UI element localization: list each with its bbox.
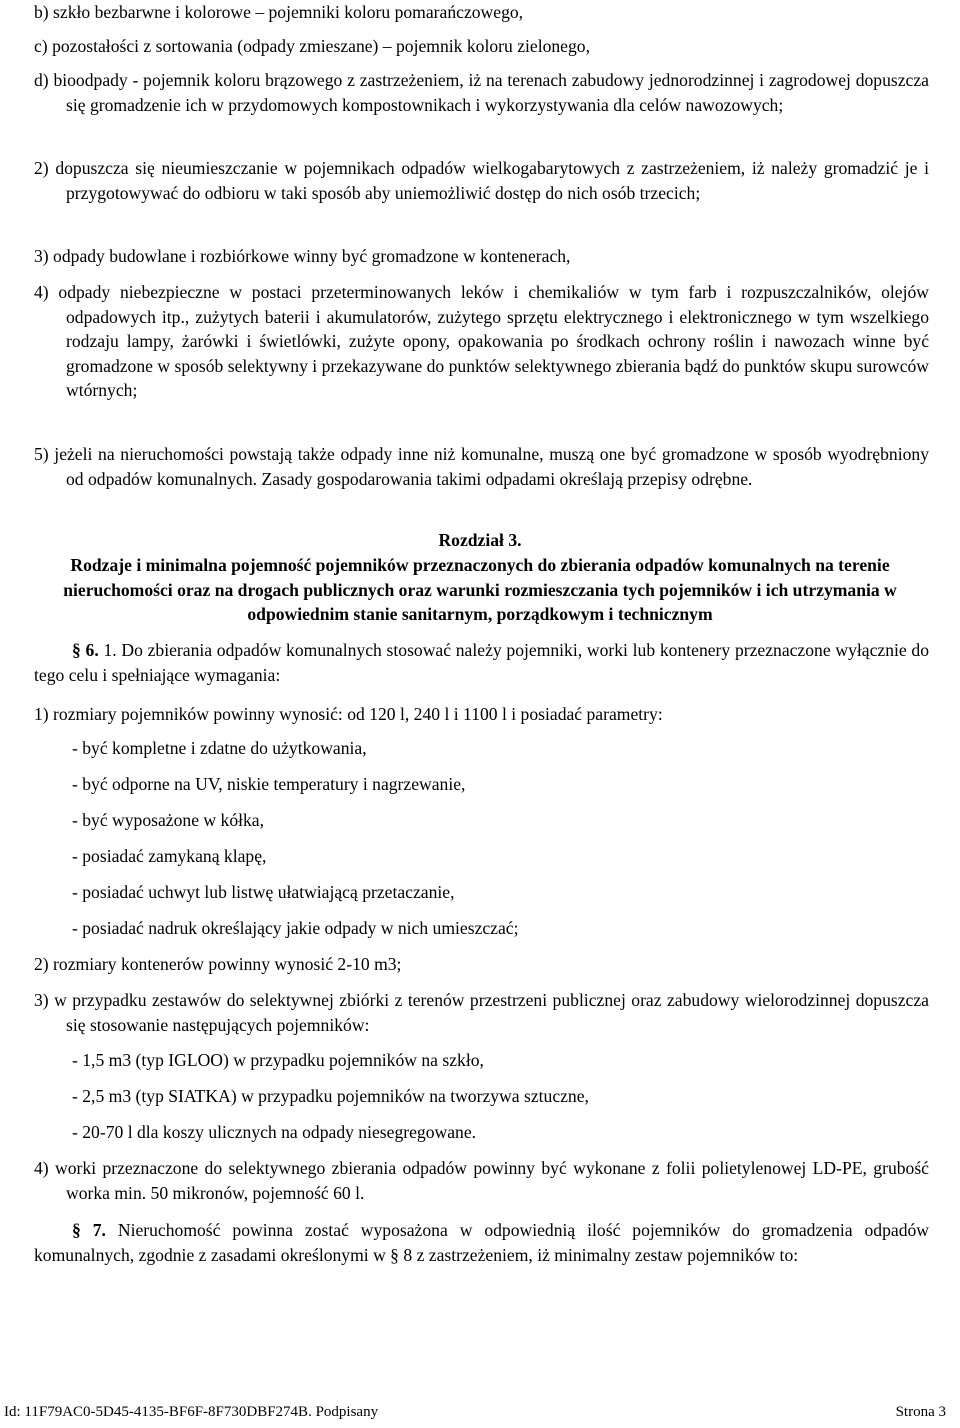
list-item-3: 3) odpady budowlane i rozbiórkowe winny być gromadzone w kontenerach, <box>34 246 571 266</box>
section-6-marker: § 6. <box>72 640 99 660</box>
section-6-point-3: 3) w przypadku zestawów do selektywnej zbiórki z terenów przestrzeni publicznej oraz zabudowy wielorodzinnej dopuszcza się stosowanie następujących pojemników: <box>34 990 929 1035</box>
point-1-dash-item: - być kompletne i zdatne do użytkowania, <box>72 738 367 758</box>
chapter-title: Rodzaje i minimalna pojemność pojemników przeznaczonych do zbierania odpadów komunalnych na terenie nieruchomości oraz na drogach publicznych oraz warunki rozmieszczania tych pojemników i ich utrzymania w odpowiednim stanie sanitarnym, porządkowym i technicznym <box>63 555 897 624</box>
section-6-paragraph <box>34 638 929 687</box>
point-3-dash-item: - 1,5 m3 (typ IGLOO) w przypadku pojemników na szkło, <box>72 1050 484 1070</box>
section-6-text: 1. Do zbierania odpadów komunalnych stosować należy pojemniki, worki lub kontenery przeznaczone wyłącznie do tego celu i spełniające wymagania: <box>34 640 930 685</box>
section-6-point-1: 1) rozmiary pojemników powinny wynosić: od 120 l, 240 l i 1100 l i posiadać parametry: <box>34 704 663 724</box>
document-id: Id: 11F79AC0-5D45-4135-BF6F-8F730DBF274B. Podpisany <box>4 1404 379 1420</box>
list-item-c: c) pozostałości z sortowania (odpady zmieszane) – pojemnik koloru zielonego, <box>34 36 590 56</box>
point-1-dash-item: - posiadać nadruk określający jakie odpady w nich umieszczać; <box>72 918 519 938</box>
section-6-point-2: 2) rozmiary kontenerów powinny wynosić 2-10 m3; <box>34 954 402 974</box>
page-number: Strona 3 <box>895 1404 946 1420</box>
list-item-d: d) bioodpady - pojemnik koloru brązowego z zastrzeżeniem, iż na terenach zabudowy jednorodzinnej i zagrodowej dopuszcza się gromadzenie ich w przydomowych kompostownikach i wykorzystywania dla celów nawozowych; <box>34 70 929 115</box>
section-6-point-4: 4) worki przeznaczone do selektywnego zbierania odpadów powinny być wykonane z folii polietylenowej LD-PE, grubość worka min. 50 mikronów, pojemność 60 l. <box>34 1158 929 1203</box>
section-7-marker: § 7. <box>72 1220 106 1240</box>
section-7-paragraph <box>34 1218 929 1267</box>
list-item-2: 2) dopuszcza się nieumieszczanie w pojemnikach odpadów wielkogabarytowych z zastrzeżeniem, iż należy gromadzić je i przygotowywać do odbioru w taki sposób aby uniemożliwić dostęp do nich osób trzecich; <box>34 158 929 203</box>
point-3-dash-item: - 2,5 m3 (typ SIATKA) w przypadku pojemników na tworzywa sztuczne, <box>72 1086 589 1106</box>
section-7-text: Nieruchomość powinna zostać wyposażona w odpowiednią ilość pojemników do gromadzenia odpadów komunalnych, zgodnie z zasadami określonymi w § 8 z zastrzeżeniem, iż minimalny zestaw pojemników to: <box>34 1220 930 1265</box>
list-item-b: b) szkło bezbarwne i kolorowe – pojemniki koloru pomarańczowego, <box>34 2 524 22</box>
point-1-dash-item: - być wyposażone w kółka, <box>72 810 265 830</box>
list-item-5: 5) jeżeli na nieruchomości powstają także odpady inne niż komunalne, muszą one być gromadzone w sposób wyodrębniony od odpadów komunalnych. Zasady gospodarowania takimi odpadami określają przepisy odrębne. <box>34 444 929 489</box>
chapter-number: Rozdział 3. <box>438 530 522 550</box>
list-item-4: 4) odpady niebezpieczne w postaci przeterminowanych leków i chemikaliów w tym farb i rozpuszczalników, olejów odpadowych itp., zużytych baterii i akumulatorów, zużytego sprzętu elektrycznego i elektronicznego w tym wszelkiego rodzaju lampy, żarówki i świetlówki, zużyte opony, opakowania po środkach ochrony roślin i nawozach winne być gromadzone w sposób selektywny i przekazywane do punktów selektywnego zbierania bądź do punktów skupu surowców wtórnych; <box>34 282 929 400</box>
point-1-dash-item: - posiadać uchwyt lub listwę ułatwiającą przetaczanie, <box>72 882 455 902</box>
point-1-dash-item: - posiadać zamykaną klapę, <box>72 846 267 866</box>
point-1-dash-item: - być odporne na UV, niskie temperatury i nagrzewanie, <box>72 774 466 794</box>
point-3-dash-item: - 20-70 l dla koszy ulicznych na odpady niesegregowane. <box>72 1122 477 1142</box>
